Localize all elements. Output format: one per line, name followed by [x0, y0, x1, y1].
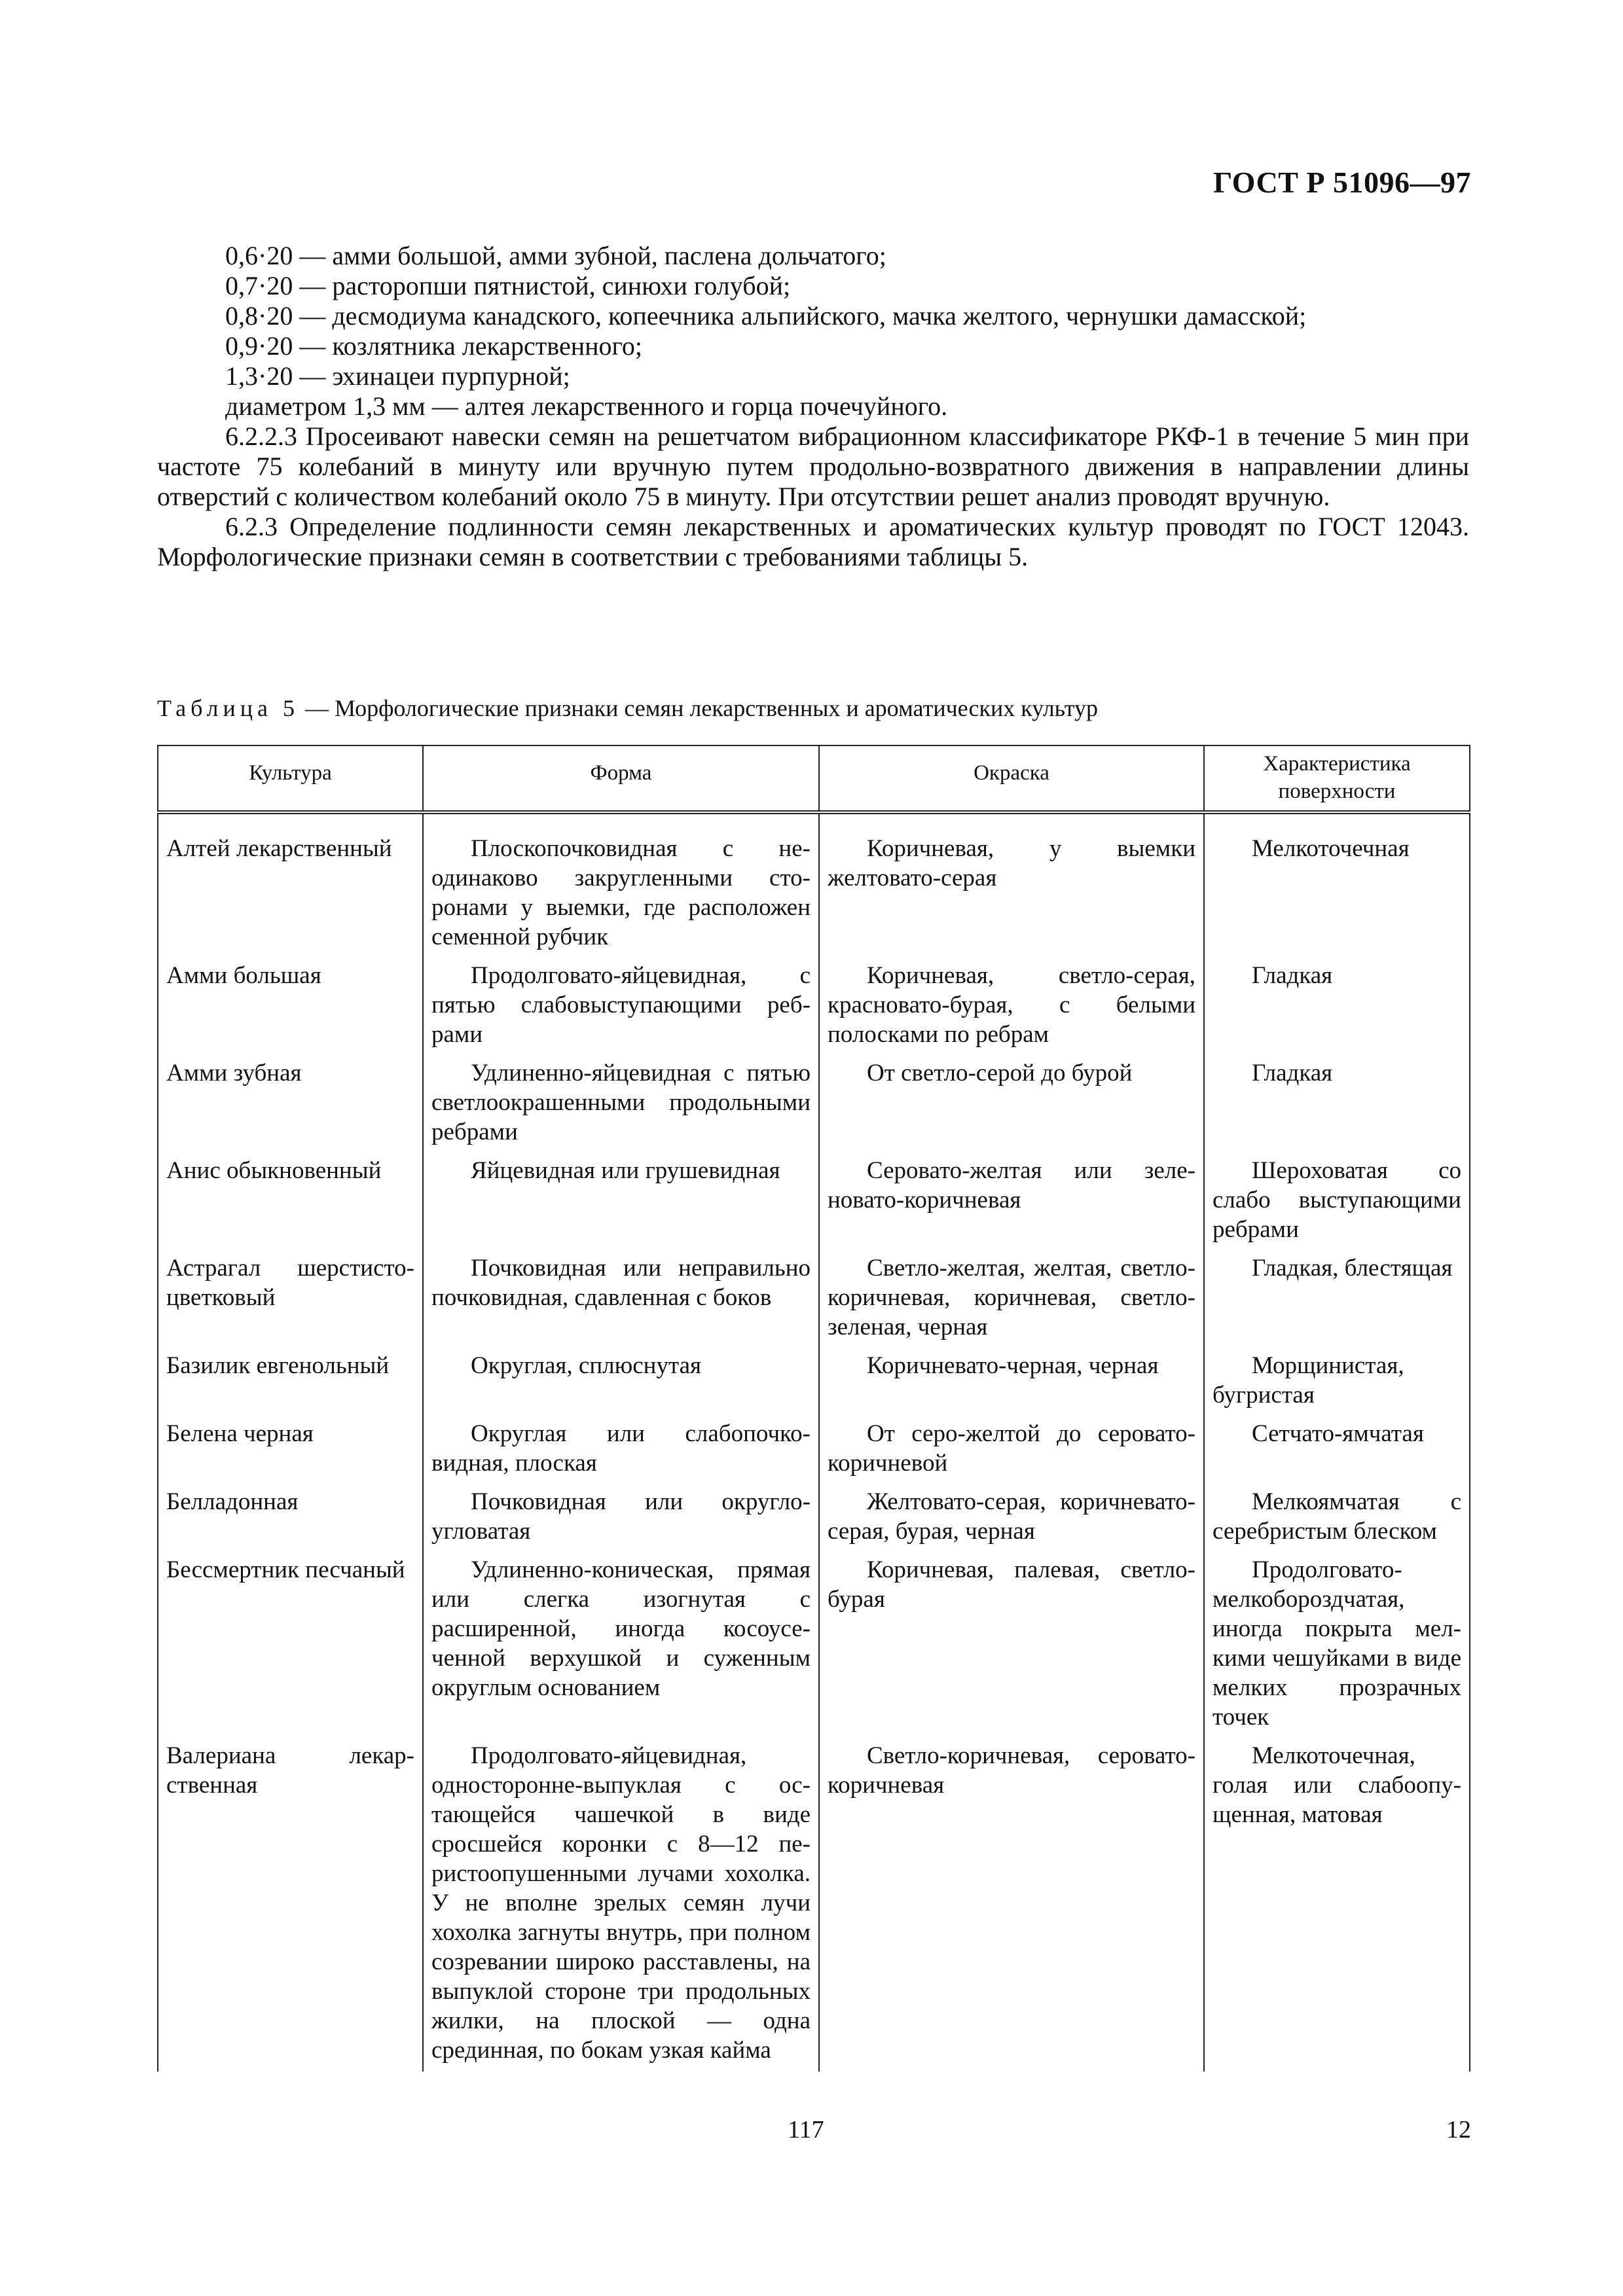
cell-color: Светло-желтая, желтая, светло-коричневая, коричневая, светло-зеленая, черная	[819, 1251, 1204, 1348]
paragraph: 6.2.3 Определение подлинности семян лекарственных и ароматических культур проводят по ГОСТ 12043. Морфологические признаки семян в соответствии с требованиями таблицы 5.	[157, 512, 1469, 571]
table-header-row	[158, 745, 1470, 812]
cell-culture: Бессмертник песчаный	[158, 1552, 423, 1738]
cell-color: От серо-желтой до серовато-коричневой	[819, 1416, 1204, 1484]
table-caption-text: — Морфологические признаки семян лекарственных и ароматических культур	[299, 695, 1098, 721]
cell-color: Серовато-желтая или зеленовато-коричневая	[819, 1153, 1204, 1251]
morphology-table	[157, 745, 1470, 2072]
cell-form: Продолговато-яйцевидная, с пятью слабовыступающими ребрами	[423, 958, 819, 1056]
cell-color: Коричневато-черная, черная	[819, 1348, 1204, 1416]
cell-surface: Гладкая	[1204, 958, 1470, 1056]
table-row	[158, 1552, 1470, 1738]
paragraph: 0,9·20 — козлятника лекарственного;	[225, 331, 643, 361]
cell-surface: Сетчато-ямчатая	[1204, 1416, 1470, 1484]
table-row	[158, 1056, 1470, 1153]
table-row	[158, 1738, 1470, 2072]
column-header-color: Окраска	[819, 745, 1204, 812]
cell-culture: Анис обыкновенный	[158, 1153, 423, 1251]
paragraph: 1,3·20 — эхинацеи пурпурной;	[225, 361, 570, 391]
table-row	[158, 1484, 1470, 1552]
cell-color: От светло-серой до бурой	[819, 1056, 1204, 1153]
cell-form: Почковидная или неправильно почковидная, сдавленная с боков	[423, 1251, 819, 1348]
page-number-center: 117	[788, 2116, 824, 2144]
cell-form: Яйцевидная или грушевидная	[423, 1153, 819, 1251]
cell-surface: Гладкая	[1204, 1056, 1470, 1153]
table-row	[158, 812, 1470, 958]
paragraph: диаметром 1,3 мм — алтея лекарственного и горца почечуйного.	[225, 391, 948, 421]
cell-culture: Амми зубная	[158, 1056, 423, 1153]
table-row	[158, 958, 1470, 1056]
paragraph: 0,8·20 — десмодиума канадского, копеечника альпийского, мачка желтого, чернушки дамасской;	[225, 301, 1307, 331]
cell-form: Удлиненно-коническая, прямая или слегка изогнутая с расширенной, иногда косоусеченной верхушкой и суженным округлым основанием	[423, 1552, 819, 1738]
cell-color: Коричневая, у выемки желтовато-серая	[819, 812, 1204, 958]
cell-surface: Мелкоточечная	[1204, 812, 1470, 958]
cell-culture: Белладонная	[158, 1484, 423, 1552]
cell-surface: Шероховатая со слабо выступающими ребрами	[1204, 1153, 1470, 1251]
table-row	[158, 1416, 1470, 1484]
paragraph: 6.2.2.3 Просеивают навески семян на решетчатом вибрационном классификаторе РКФ-1 в течение 5 мин при частоте 75 колебаний в минуту или вручную путем продольно-возвратного движения в направлении длины отверстий с количеством колебаний около 75 в минуту. При отсутствии решет анализ проводят вручную.	[157, 422, 1469, 511]
cell-surface: Морщинистая, бугристая	[1204, 1348, 1470, 1416]
cell-form: Почковидная или округлоугловатая	[423, 1484, 819, 1552]
cell-form: Округлая или слабопочковидная, плоская	[423, 1416, 819, 1484]
cell-form: Плоскопочковидная с неодинаково закругленными сторонами у выемки, где расположен семенной рубчик	[423, 812, 819, 958]
cell-surface: Мелкоямчатая с серебристым блеском	[1204, 1484, 1470, 1552]
cell-form: Округлая, сплюснутая	[423, 1348, 819, 1416]
table-row	[158, 1251, 1470, 1348]
cell-color: Желтовато-серая, коричневато-серая, бурая, черная	[819, 1484, 1204, 1552]
cell-culture: Астрагал шерстисто-цветковый	[158, 1251, 423, 1348]
page-number-right: 12	[1446, 2116, 1471, 2144]
cell-surface: Продолговато-мелкобороздчатая, иногда покрыта мелкими чешуйками в виде мелких прозрачных точек	[1204, 1552, 1470, 1738]
cell-color: Светло-коричневая, серовато-коричневая	[819, 1738, 1204, 2072]
body-text	[157, 241, 1469, 572]
table-caption-label: Таблица 5	[157, 695, 299, 721]
cell-color: Коричневая, светло-серая, красновато-бурая, с белыми полосками по ребрам	[819, 958, 1204, 1056]
column-header-surface: Характеристика поверхности	[1204, 745, 1470, 812]
paragraph: 0,7·20 — расторопши пятнистой, синюхи голубой;	[225, 271, 791, 300]
cell-surface: Гладкая, блестящая	[1204, 1251, 1470, 1348]
cell-culture: Алтей лекарственный	[158, 812, 423, 958]
cell-culture: Белена черная	[158, 1416, 423, 1484]
cell-surface: Мелкоточечная, голая или слабоопущенная, матовая	[1204, 1738, 1470, 2072]
table-row	[158, 1348, 1470, 1416]
cell-culture: Валериана лекарственная	[158, 1738, 423, 2072]
cell-color: Коричневая, палевая, светло-бурая	[819, 1552, 1204, 1738]
cell-form: Удлиненно-яйцевидная с пятью светлоокрашенными продольными ребрами	[423, 1056, 819, 1153]
table-caption	[157, 694, 1469, 723]
cell-form: Продолговато-яйцевидная, односторонне-выпуклая с остающейся чашечкой в виде сросшейся коронки с 8—12 перистоопушенными лучами хохолка. У не вполне зрелых семян лучи хохолка загнуты внутрь, при полном созревании широко расставлены, на выпуклой стороне три продольных жилки, на плоской — одна срединная, по бокам узкая кайма	[423, 1738, 819, 2072]
column-header-culture: Культура	[158, 745, 423, 812]
cell-culture: Базилик евгенольный	[158, 1348, 423, 1416]
table-row	[158, 1153, 1470, 1251]
paragraph: 0,6·20 — амми большой, амми зубной, паслена дольчатого;	[225, 241, 886, 270]
cell-culture: Амми большая	[158, 958, 423, 1056]
column-header-form: Форма	[423, 745, 819, 812]
document-code: ГОСТ Р 51096—97	[1213, 166, 1471, 199]
